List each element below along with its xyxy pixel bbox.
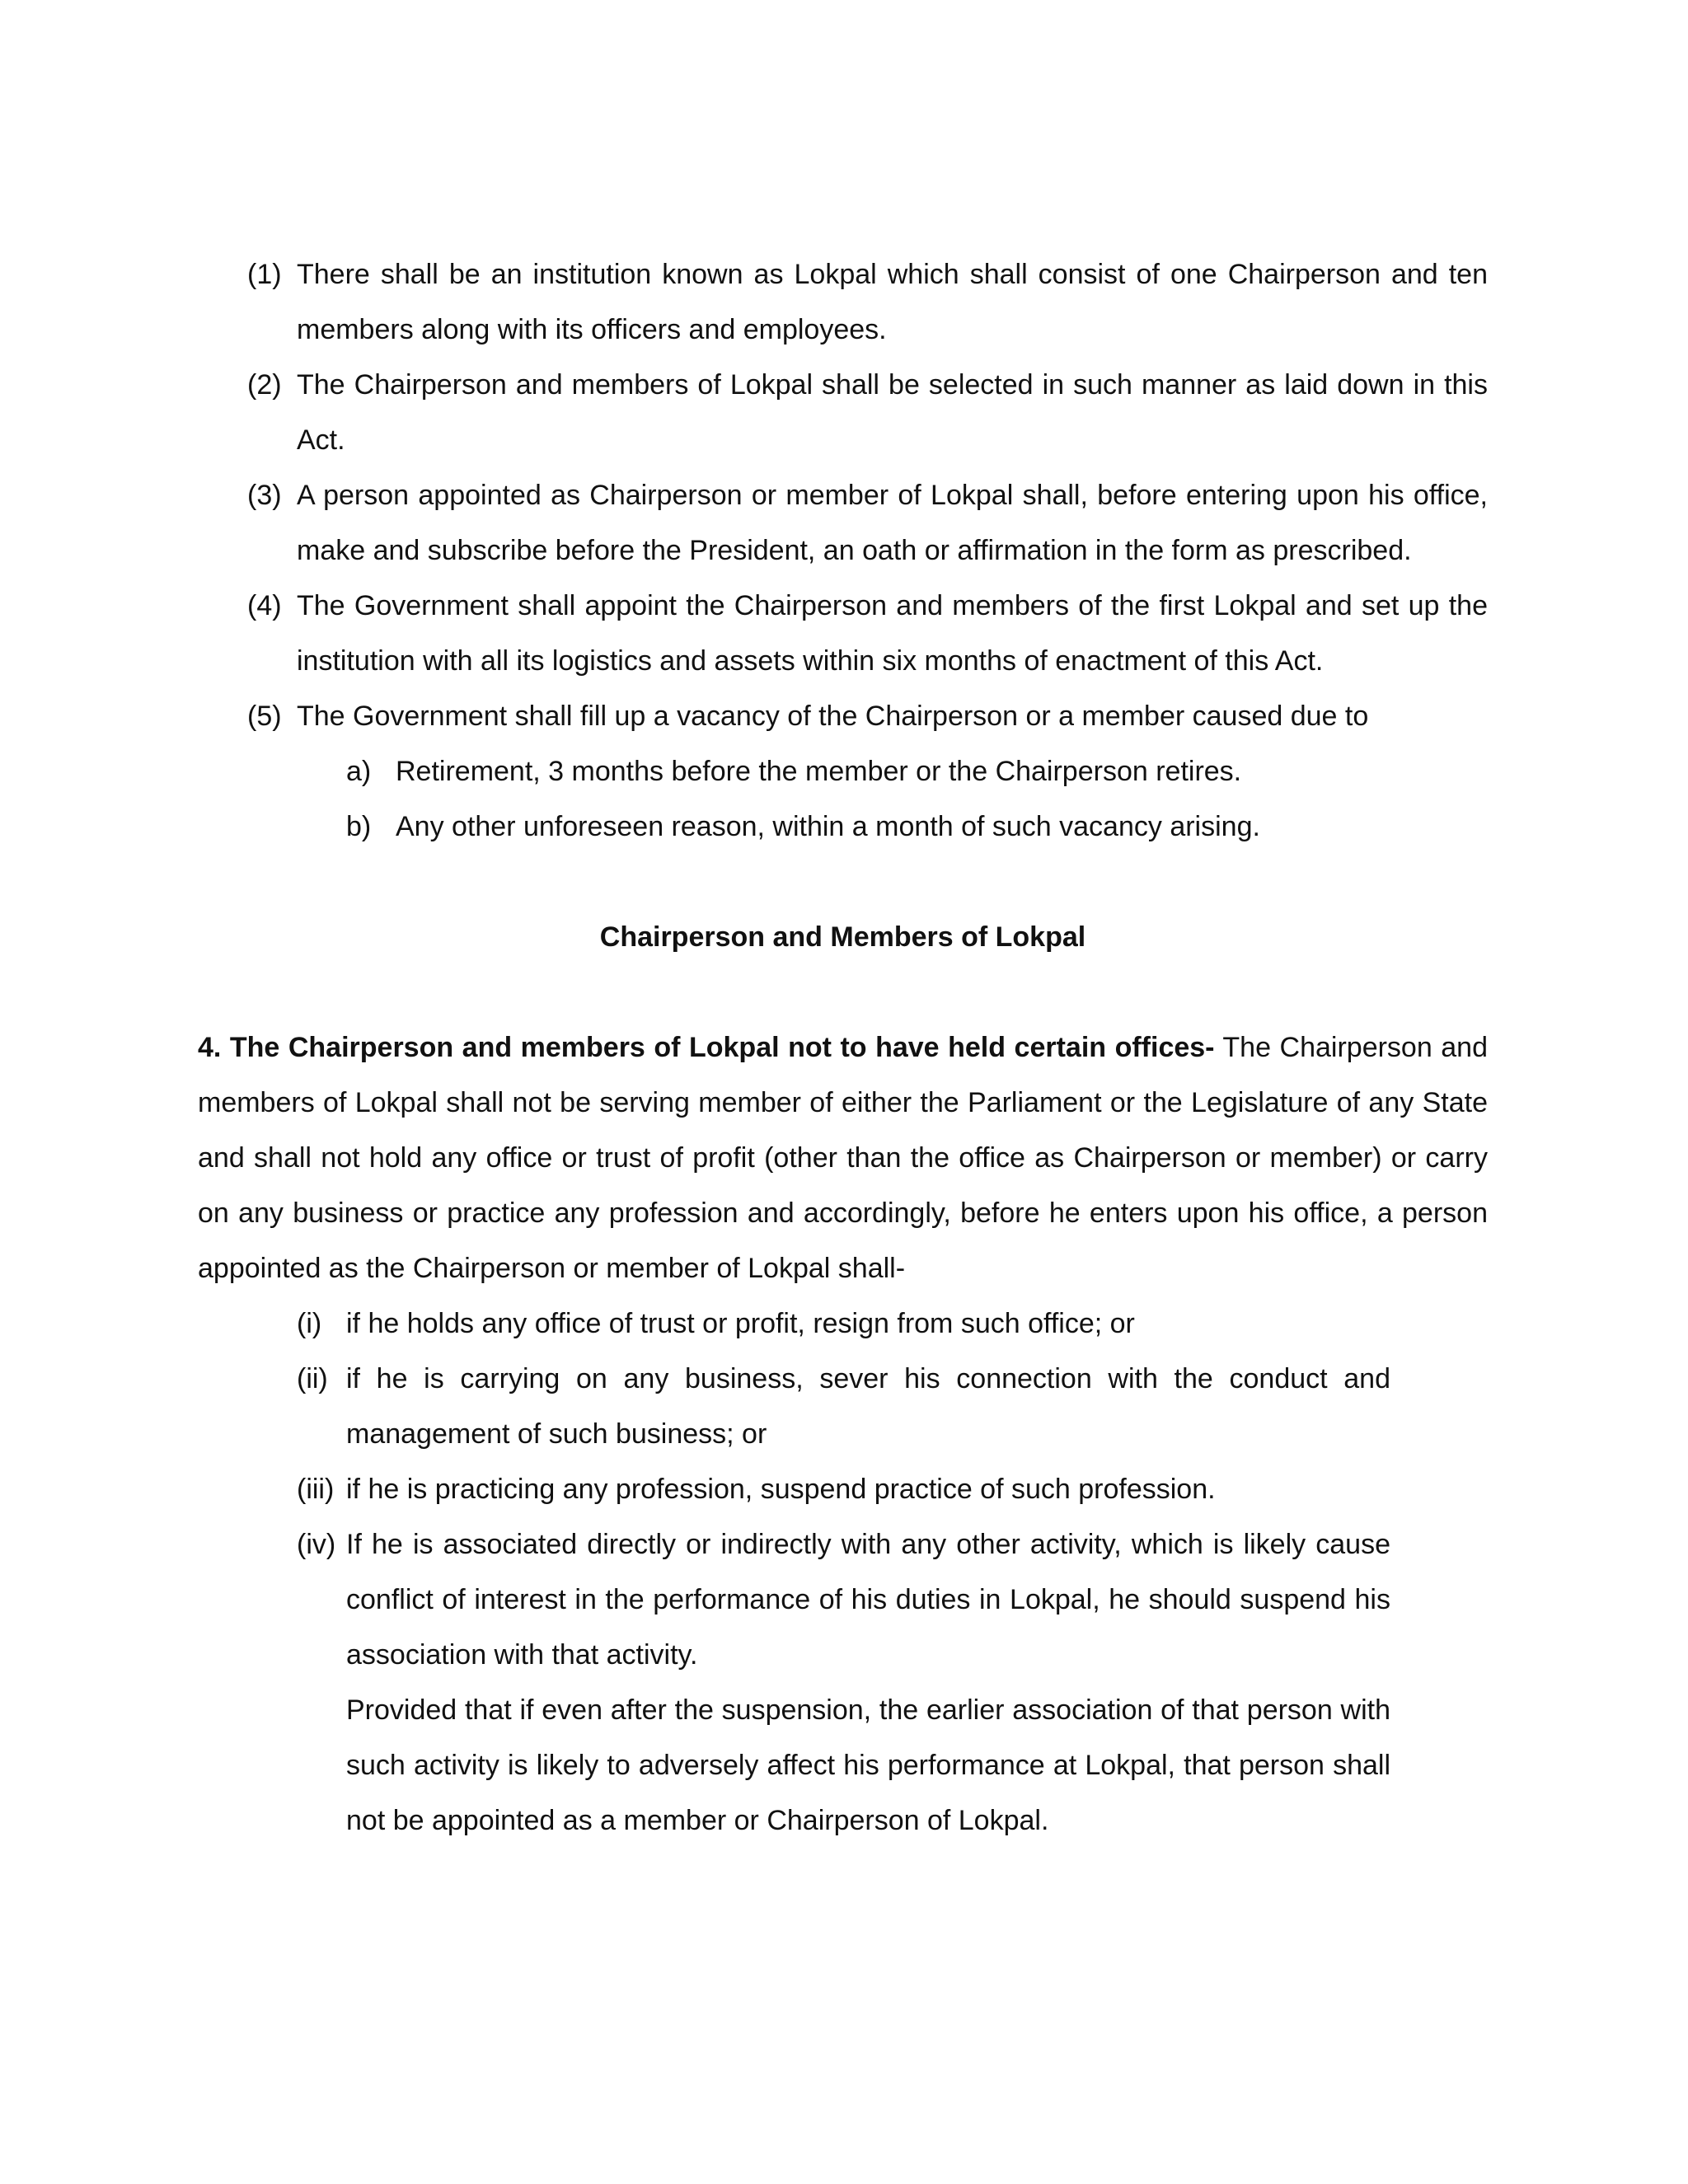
clause-number: (5) — [247, 701, 282, 732]
clause-2 — [198, 358, 1488, 468]
clause-number: (4) — [247, 590, 282, 621]
clause-number: (1) — [247, 259, 282, 290]
roman-item-i — [297, 1296, 1390, 1352]
roman-number: (iii) — [297, 1474, 335, 1505]
roman-text: if he is carrying on any business, sever his connection with the conduct and management of such business; or — [346, 1363, 1390, 1450]
clause-1 — [198, 247, 1488, 358]
section-4-text: The Chairperson and members of Lokpal shall not be serving member of either the Parliament or the Legislature of any State and shall not hold any office or trust of profit (other than the office as Chairperson or member) or carry on any business or practice any profession and accordingly, before he enters upon his office, a person appointed as the Chairperson or member of Lokpal shall- — [198, 1032, 1489, 1284]
roman-text: If he is associated directly or indirectly with any other activity, which is likely cause conflict of interest in the performance of his duties in Lokpal, he should suspend his association with that activity. — [346, 1529, 1390, 1671]
document-page — [198, 247, 1488, 1849]
subitem-b — [346, 799, 1488, 855]
subitem-text: Any other unforeseen reason, within a month of such vacancy arising. — [396, 811, 1260, 842]
subitem-text: Retirement, 3 months before the member or the Chairperson retires. — [396, 756, 1242, 787]
clause-text: A person appointed as Chairperson or member of Lokpal shall, before entering upon his office, make and subscribe before the President, an oath or affirmation in the form as prescribed. — [297, 480, 1488, 566]
section-4-paragraph — [198, 1020, 1488, 1296]
clause-text: There shall be an institution known as Lokpal which shall consist of one Chairperson and ten members along with its officers and employees. — [297, 259, 1488, 345]
roman-item-iv — [297, 1517, 1390, 1683]
clause-text: The Government shall fill up a vacancy of the Chairperson or a member caused due to — [297, 701, 1369, 732]
roman-number: (i) — [297, 1308, 322, 1339]
subitem-letter: b) — [346, 811, 372, 842]
subitem-letter: a) — [346, 756, 372, 787]
clause-number: (2) — [247, 369, 282, 401]
roman-number: (ii) — [297, 1363, 328, 1394]
clause-3 — [198, 468, 1488, 579]
clause-4 — [198, 579, 1488, 689]
clause-5 — [198, 689, 1488, 744]
proviso-paragraph: Provided that if even after the suspension, the earlier association of that person with such activity is likely to adversely affect his performance at Lokpal, that person shall not be appointed as a member or Chairperson of Lokpal. — [346, 1694, 1390, 1836]
roman-item-ii — [297, 1352, 1390, 1462]
section-heading: Chairperson and Members of Lokpal — [599, 921, 1086, 953]
subitem-a — [346, 744, 1488, 799]
roman-text: if he holds any office of trust or profit, resign from such office; or — [346, 1308, 1135, 1339]
clause-text: The Government shall appoint the Chairperson and members of the first Lokpal and set up the institution with all its logistics and assets within six months of enactment of this Act. — [297, 590, 1488, 677]
roman-text: if he is practicing any profession, suspend practice of such profession. — [346, 1474, 1216, 1505]
roman-number: (iv) — [297, 1529, 336, 1560]
clause-text: The Chairperson and members of Lokpal shall be selected in such manner as laid down in this Act. — [297, 369, 1488, 456]
roman-item-iii — [297, 1462, 1390, 1517]
section-4-title: 4. The Chairperson and members of Lokpal not to have held certain offices- — [198, 1032, 1215, 1063]
clause-number: (3) — [247, 480, 282, 511]
